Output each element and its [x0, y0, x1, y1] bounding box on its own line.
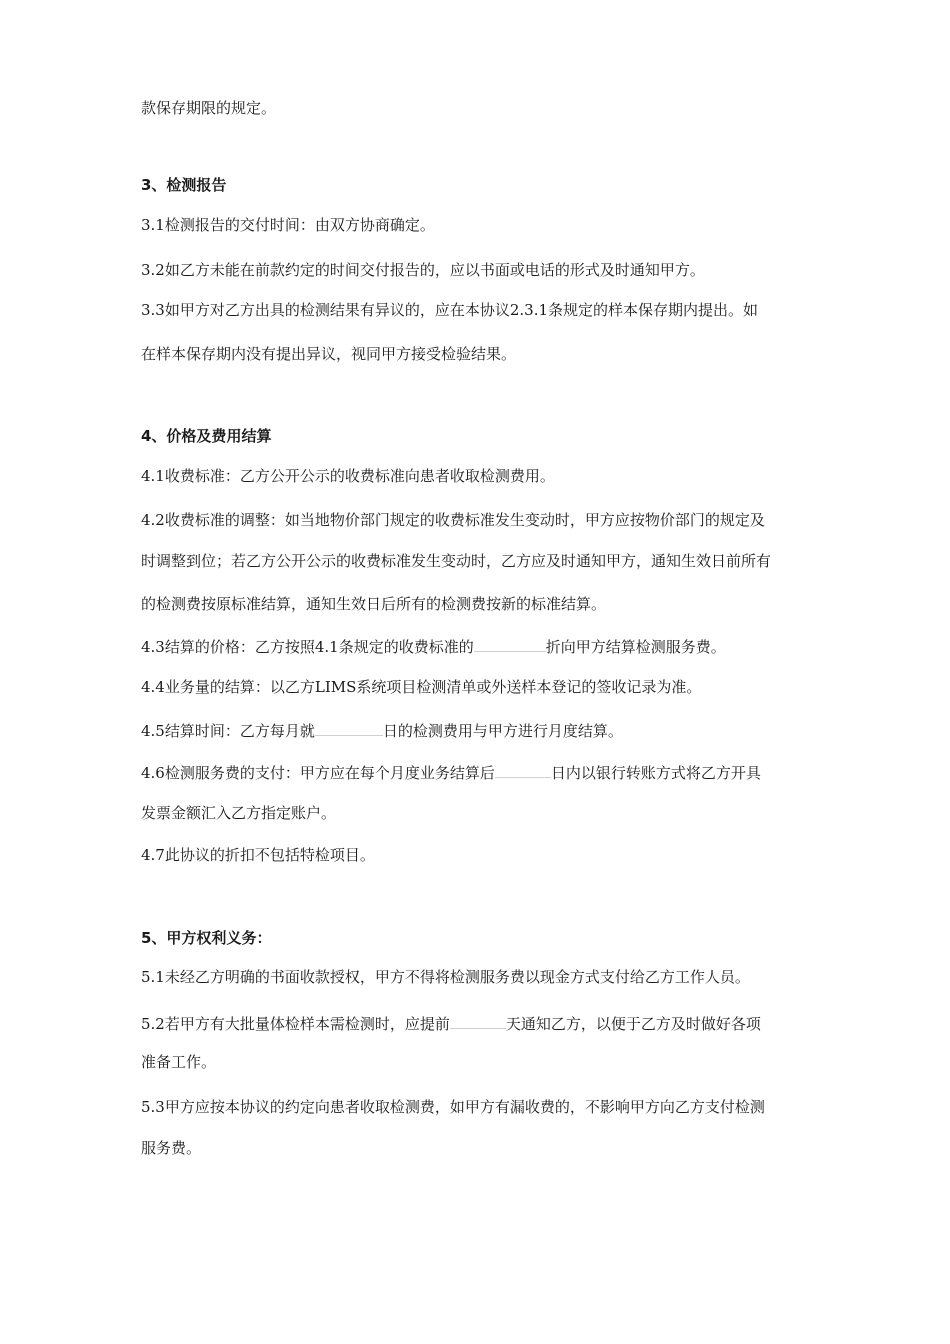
clause-3-2	[141, 260, 705, 280]
paragraph-text: 5.1未经乙方明确的书面收款授权，甲方不得将检测服务费以现金方式支付给乙方工作人员。	[141, 968, 750, 986]
paragraph-text: 发票金额汇入乙方指定账户。	[141, 804, 337, 822]
paragraph-text: 3.2如乙方未能在前款约定的时间交付报告的，应以书面或电话的形式及时通知甲方。	[141, 261, 705, 279]
clause-4-6-cont	[141, 803, 336, 823]
paragraph-text: 天通知乙方，以便于乙方及时做好各项	[505, 1015, 761, 1033]
paragraph-text: 4.1收费标准：乙方公开公示的收费标准向患者收取检测费用。	[141, 467, 555, 485]
paragraph-text: 4.3结算的价格：乙方按照4.1条规定的收费标准的	[141, 638, 474, 656]
section-heading-3	[141, 175, 226, 195]
paragraph-text: 日的检测费用与甲方进行月度结算。	[382, 722, 623, 740]
paragraph-text: 3.1检测报告的交付时间：由双方协商确定。	[141, 216, 435, 234]
clause-3-1	[141, 215, 435, 235]
clause-5-2	[141, 1012, 761, 1034]
section-heading-5	[141, 928, 271, 948]
clause-4-2-cont	[141, 551, 771, 571]
clause-3-3-cont	[141, 344, 516, 364]
text-line	[141, 98, 276, 118]
clause-4-4	[141, 677, 701, 697]
paragraph-text: 在样本保存期内没有提出异议，视同甲方接受检验结果。	[141, 345, 517, 363]
paragraph-text: 3.3如甲方对乙方出具的检测结果有异议的，应在本协议2.3.1条规定的样本保存期内提出。如	[141, 301, 759, 319]
heading-text: 3、检测报告	[141, 176, 227, 194]
fill-in-blank-notice-days[interactable]	[450, 1012, 506, 1029]
paragraph-text: 4.2收费标准的调整：如当地物价部门规定的收费标准发生变动时，甲方应按物价部门的规定及	[141, 511, 765, 529]
paragraph-text: 款保存期限的规定。	[141, 99, 277, 117]
clause-4-7	[141, 845, 375, 865]
heading-text: 4、价格及费用结算	[141, 427, 272, 445]
clause-5-2-cont	[141, 1052, 216, 1072]
clause-4-2-cont	[141, 594, 606, 614]
section-heading-4	[141, 426, 271, 446]
paragraph-text: 服务费。	[141, 1139, 202, 1157]
paragraph-text: 折向甲方结算检测服务费。	[545, 638, 726, 656]
clause-4-2	[141, 510, 765, 530]
clause-4-6	[141, 761, 761, 783]
clause-4-3	[141, 635, 726, 657]
clause-5-3-cont	[141, 1138, 201, 1158]
fill-in-blank-discount[interactable]	[474, 635, 546, 652]
paragraph-text: 准备工作。	[141, 1053, 217, 1071]
clause-5-1	[141, 967, 750, 987]
clause-4-5	[141, 719, 623, 741]
paragraph-text: 5.2若甲方有大批量体检样本需检测时，应提前	[141, 1015, 450, 1033]
clause-5-3	[141, 1097, 765, 1117]
clause-3-3	[141, 300, 758, 320]
paragraph-text: 的检测费按原标准结算，通知生效日后所有的检测费按新的标准结算。	[141, 595, 607, 613]
paragraph-text: 4.4业务量的结算：以乙方LIMS系统项目检测清单或外送样本登记的签收记录为准。	[141, 678, 702, 696]
clause-4-1	[141, 466, 555, 486]
paragraph-text: 时调整到位；若乙方公开公示的收费标准发生变动时，乙方应及时通知甲方，通知生效日前所有	[141, 552, 772, 570]
paragraph-text: 4.6检测服务费的支付：甲方应在每个月度业务结算后	[141, 764, 495, 782]
heading-text: 5、甲方权利义务：	[141, 929, 272, 947]
fill-in-blank-settlement-day[interactable]	[315, 719, 383, 736]
paragraph-text: 4.7此协议的折扣不包括特检项目。	[141, 846, 375, 864]
paragraph-text: 5.3甲方应按本协议的约定向患者收取检测费，如甲方有漏收费的，不影响甲方向乙方支付检测	[141, 1098, 765, 1116]
paragraph-text: 日内以银行转账方式将乙方开具	[550, 764, 761, 782]
paragraph-text: 4.5结算时间：乙方每月就	[141, 722, 315, 740]
fill-in-blank-payment-days[interactable]	[495, 761, 551, 778]
